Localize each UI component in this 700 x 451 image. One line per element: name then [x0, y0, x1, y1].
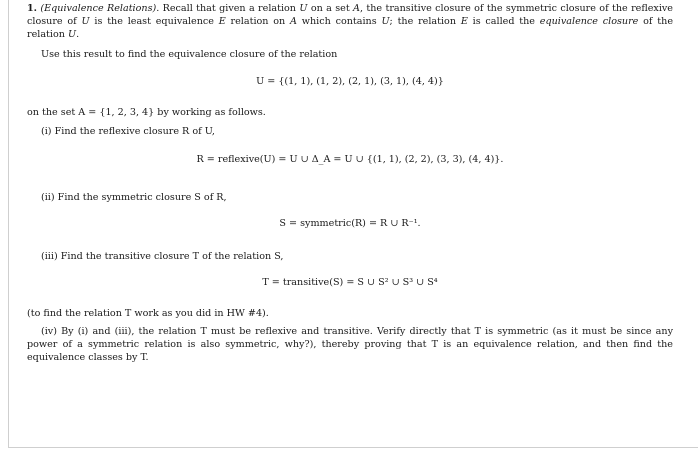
- formula-u: U = {(1, 1), (1, 2), (2, 1), (3, 1), (4, 4)}: [256, 76, 444, 87]
- intro-text: which contains: [296, 16, 382, 27]
- problem-number: 1.: [27, 3, 38, 14]
- var-a: A: [353, 3, 360, 14]
- var-u: U: [299, 3, 308, 14]
- intro-text: relation on: [225, 16, 291, 27]
- hw-line: (to find the relation T work as you did in HW #4).: [27, 308, 269, 319]
- intro-text: is called the: [467, 16, 540, 27]
- formula-s: S = symmetric(R) = R ∪ R⁻¹.: [279, 218, 421, 229]
- part-iv: (iv) By (i) and (iii), the relation T must be reflexive and transitive. Verify directly that T is symmetric (as it must be since any power of a symmetric relation is also symmetric, why?), thereby proving that T is an equivalence relation, and then find the equivalence classes by T.: [27, 326, 673, 363]
- var-u: U: [67, 29, 77, 40]
- intro-text: .: [76, 29, 80, 40]
- var-e: E: [460, 16, 468, 27]
- part-iii: (iii) Find the transitive closure T of the relation S,: [41, 251, 284, 262]
- intro-text: is the least equivalence: [89, 16, 219, 27]
- part-ii: (ii) Find the symmetric closure S of R,: [41, 192, 227, 203]
- intro-text: ; the relation: [389, 16, 461, 27]
- intro-text: Recall that given a relation: [159, 3, 300, 14]
- formula-t: T = transitive(S) = S ∪ S² ∪ S³ ∪ S⁴: [262, 277, 438, 288]
- intro-text: of the relation: [27, 16, 673, 40]
- set-line: on the set A = {1, 2, 3, 4} by working as follows.: [27, 107, 266, 118]
- problem-title: (Equivalence Relations).: [40, 3, 160, 14]
- use-line: Use this result to find the equivalence closure of the relation: [41, 49, 338, 60]
- term-equivalence-closure: equivalence closure: [539, 16, 639, 27]
- intro-text: on a set: [307, 3, 354, 14]
- var-a: A: [290, 16, 297, 27]
- intro-text: , the transitive closure of the symmetric closure of the reflexive closure of: [27, 3, 673, 27]
- var-u: U: [381, 16, 390, 27]
- var-e: E: [218, 16, 226, 27]
- part-i: (i) Find the reflexive closure R of U,: [41, 126, 215, 137]
- formula-r: R = reflexive(U) = U ∪ Δ_A = U ∪ {(1, 1), (2, 2), (3, 3), (4, 4)}.: [196, 154, 504, 165]
- var-u: U: [81, 16, 90, 27]
- problem-intro: [27, 2, 673, 41]
